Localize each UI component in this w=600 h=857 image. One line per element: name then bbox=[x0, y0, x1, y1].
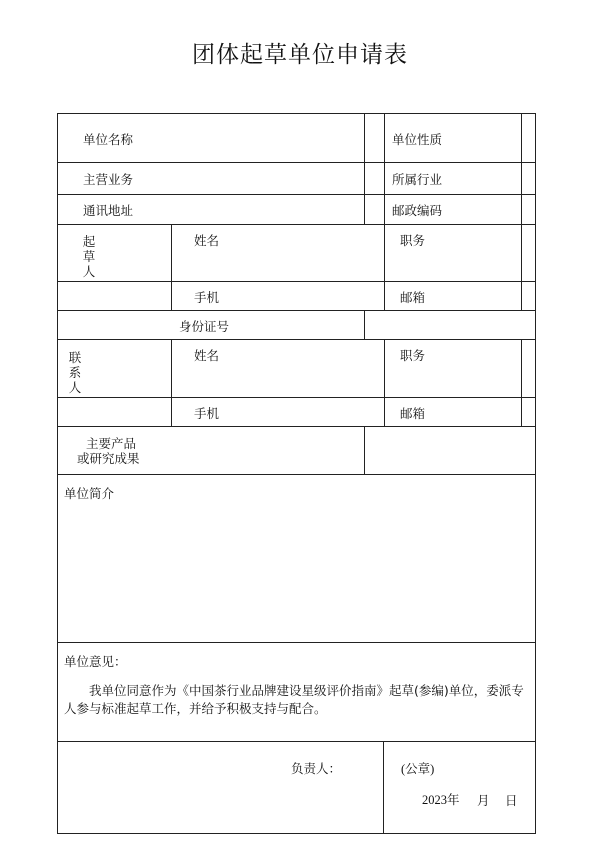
drafter-email-label: 邮箱 bbox=[400, 290, 426, 305]
contact-post-label: 职务 bbox=[400, 348, 426, 363]
date-year: 2023年 bbox=[422, 793, 460, 807]
industry-label: 所属行业 bbox=[392, 172, 443, 187]
contact-email-label: 邮箱 bbox=[400, 406, 426, 421]
contact-phone-label: 手机 bbox=[194, 406, 220, 421]
unit-opinion-text: 我单位同意作为《中国茶行业品牌建设星级评价指南》起草(参编)单位，委派专人参与标准起草工作，并给予积极支持与配合。 bbox=[64, 683, 524, 716]
postcode-label: 邮政编码 bbox=[392, 203, 443, 218]
unit-intro-label: 单位简介 bbox=[64, 486, 115, 501]
main-business-label: 主营业务 bbox=[83, 172, 134, 187]
contact-section-label: 联系人 bbox=[68, 350, 82, 395]
unit-nature-label: 单位性质 bbox=[392, 132, 443, 147]
date-month: 月 bbox=[477, 793, 490, 808]
products-label-line2: 或研究成果 bbox=[77, 451, 140, 466]
drafter-section-label: 起草人 bbox=[82, 234, 96, 279]
unit-opinion-label: 单位意见： bbox=[64, 654, 127, 669]
drafter-post-label: 职务 bbox=[400, 233, 426, 248]
official-seal-label: (公章) bbox=[401, 762, 435, 776]
drafter-id-label: 身份证号 bbox=[179, 319, 230, 334]
unit-name-label: 单位名称 bbox=[83, 132, 134, 147]
page-title: 团体起草单位申请表 bbox=[192, 42, 408, 68]
drafter-name-label: 姓名 bbox=[194, 233, 220, 248]
date-day: 日 bbox=[505, 793, 518, 808]
products-label-line1: 主要产品 bbox=[86, 436, 137, 451]
address-label: 通讯地址 bbox=[83, 203, 134, 218]
contact-name-label: 姓名 bbox=[194, 348, 220, 363]
responsible-person-label: 负责人： bbox=[291, 761, 342, 776]
drafter-phone-label: 手机 bbox=[194, 290, 220, 305]
